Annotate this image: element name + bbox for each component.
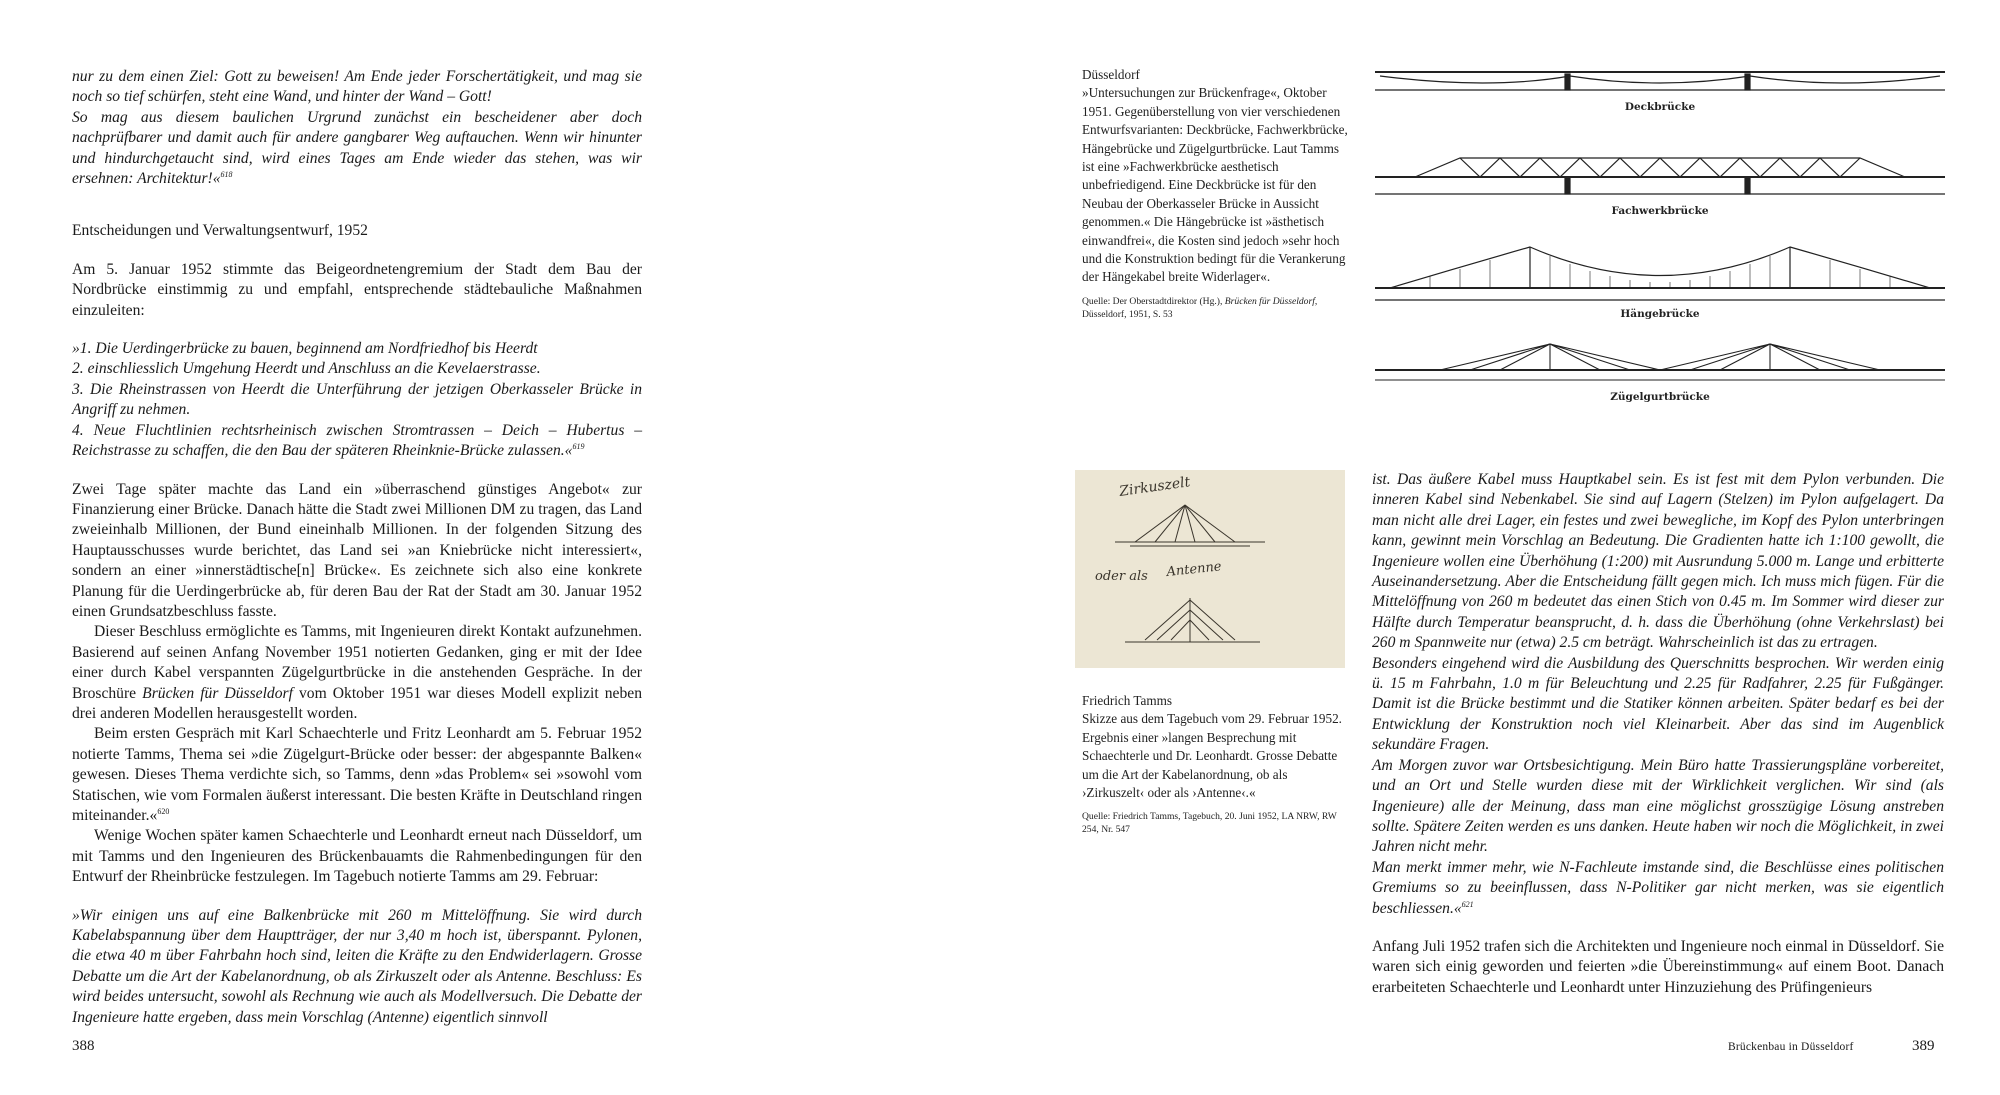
bridge-label: Deckbrücke [1624,101,1696,113]
footnote-ref[interactable]: 621 [1461,899,1474,909]
caption-name: Friedrich Tamms [1082,693,1173,708]
cable-stayed-bridge-drawing [1375,344,1945,380]
deck-bridge-drawing [1375,72,1945,90]
suspension-bridge-drawing [1375,247,1945,300]
left-column [72,67,642,1028]
page-number-right: 389 [1912,1038,1935,1054]
right-column [1372,470,1944,998]
truss-bridge-drawing [1375,158,1945,194]
page-number-left: 388 [72,1038,95,1054]
quote-continued: Am Morgen zuvor war Ortsbesichtigung. Mein Büro hatte Trassierungspläne vorbereitet, und an Ort und Stelle wurden diese mit der Wirklichkeit verglichen. Wir sind (als Ingenieure) alle der Meinung, dass man eine möglichst grosszügige Lösung anstreben sollte. Spätere Zeiten werden es uns danken. Heute haben wir noch die Möglichkeit, in zwei Jahren nicht mehr. [1372,756,1944,856]
caption-text: Skizze aus dem Tagebuch vom 29. Februar 1952. Ergebnis einer »langen Besprechung mit Schaechterle und Dr. Leonhardt. Grosse Debatte um die Art der Kabelanordnung, ob als ›Zirkuszelt‹ oder als ›Antenne‹.« [1082,711,1342,801]
caption-source: Quelle: Der Oberstadtdirektor (Hg.), Brücken für Düsseldorf, Düsseldorf, 1951, S. 53 [1082,295,1318,320]
sketch-caption [1082,692,1347,836]
bridge-figure-caption [1082,66,1352,321]
body-paragraph: Wenige Wochen später kamen Schaechterle und Leonhardt erneut nach Düsseldorf, um mit Tamms und den Ingenieuren des Brückenbauamts die Rahmenbedingungen für den Entwurf der Rheinbrücke festzulegen. Im Tagebuch notierte Tamms am 29. Februar: [72,827,642,886]
book-title: Brücken für Düsseldorf [142,684,293,702]
caption-text: »Untersuchungen zur Brückenfrage«, Oktober 1951. Gegenüberstellung von vier verschiedenen Entwurfsvarianten: Deckbrücke, Fachwerkbrücke, Hängebrücke und Zügelgurtbrücke. Laut Tamms ist eine »Fachwerkbrücke aesthetisch unbefriedigend. Eine Deckbrücke ist für den Neubau der Oberkasseler Brücke in Aussicht genommen.« Die Hängebrücke ist »ästhetisch einwandfrei«, die Kosten sind jedoch »sehr hoch und die Konstruktion bedingt für die Verankerung der Hängekabel breite Widerlager«. [1082,85,1348,285]
sketch-word: Antenne [1165,559,1223,580]
bridge-label: Hängebrücke [1620,308,1700,320]
footnote-ref[interactable]: 618 [220,169,233,179]
list-item: 3. Die Rheinstrassen von Heerdt die Unterführung der jetzigen Oberkasseler Brücke in Angriff zu nehmen. [72,380,642,419]
body-paragraph: Beim ersten Gespräch mit Karl Schaechterle und Fritz Leonhardt am 5. Februar 1952 notierte Tamms, Thema sei »die Zügelgurt-Brücke oder besser: der abgespannte Balken« gewesen. Dieses Thema verdichte sich, so Tamms, denn »das Problem« sei »sowohl vom Statischen, wie vom Formalen äußerst interessant. Die besten Kräfte in Deutschland ringen miteinander.«$^{620}$ [72,725,642,824]
section-heading: Entscheidungen und Verwaltungsentwurf, 1952 [72,222,368,240]
body-paragraph: Anfang Juli 1952 trafen sich die Architekten und Ingenieure noch einmal in Düsseldorf. Sie waren sich einig geworden und feierten »die Übereinstimmung« auf einem Boot. Danach erarbeiteten Schaechterle und Leonhardt unter Hinzuziehung des Prüfingenieurs [1372,937,1944,996]
list-item: »1. Die Uerdingerbrücke zu bauen, beginnend am Nordfriedhof bis Heerdt [72,340,538,358]
quote-continued: Besonders eingehend wird die Ausbildung des Querschnitts besprochen. Wir werden einig ü. 15 m Fahrbahn, 1.0 m für Beleuchtung und 2.25 für Radfahrer, 2.25 für Fußgänger. Damit ist die Brücke bestimmt und die Statiker können arbeiten. Später bedarf es bei der Entwicklung der Konstruktion noch viel Kleinarbeit. Aber das sind im Augenblick sekundäre Fragen. [1372,654,1944,754]
quote-top-para: nur zu dem einen Ziel: Gott zu beweisen! Am Ende jeder Forschertätigkeit, und mag sie noch so tief schürfen, steht eine Wand, und hinter der Wand – Gott! [72,68,642,106]
footnote-ref[interactable]: 620 [157,806,170,816]
caption-source: Quelle: Friedrich Tamms, Tagebuch, 20. Juni 1952, LA NRW, RW 254, Nr. 547 [1082,811,1337,836]
quote-bottom: »Wir einigen uns auf eine Balkenbrücke mit 260 m Mittelöffnung. Sie wird durch Kabelabspannung über dem Hauptträger, der nur 3,40 m hoch ist, überspannt. Pylonen, die etwa 40 m über Fahrbahn hoch sind, leiten die Kräfte zu den Endwiderlagern. Grosse Debatte um die Art der Kabelanordnung, ob als Zirkuszelt oder als Antenne. Beschluss: Es wird beides untersucht, sowohl als Rechnung wie auch als Modellversuch. Die Debatte der Ingenieure hatte ergeben, dass mein Vorschlag (Antenne) eigentlich sinnvoll [72,906,642,1026]
bridge-label: Fachwerkbrücke [1611,205,1709,217]
quote-top-para: So mag aus diesem baulichen Urgrund zunächst ein bescheidener aber doch nachprüfbarer und damit auch für andere gangbarer Weg auftauchen. Wenn wir hinunter und hindurchgetaucht sind, wird eines Tages am Ende wieder das stehen, was wir ersehnen: Architektur!«$^{618}$ [72,108,642,188]
footnote-ref[interactable]: 619 [572,441,585,451]
sketch-word: oder als [1095,569,1148,584]
running-head: Brückenbau in Düsseldorf [1728,1041,1854,1053]
diary-sketch-drawing [1075,470,1345,668]
caption-place: Düsseldorf [1082,67,1140,82]
bridge-comparison-figure [1370,62,1950,422]
body-paragraph: Zwei Tage später machte das Land ein »überraschend günstiges Angebot« zur Finanzierung einer Brücke. Danach hätte die Stadt zwei Millionen DM zu tragen, das Land zweieinhalb Millionen, der Bund eineinhalb Millionen. In der folgenden Sitzung des Hauptausschusses wurde berichtet, das Land sei »an Kniebrücke nicht interessiert«, sondern an einer »innerstädtische[n] Brücke«. Es zeichnete sich also eine konkrete Planung für die Uerdingerbrücke ab, für deren Bau der Rat der Stadt am 30. Januar 1952 einen Grundsatzbeschluss fasste. [72,480,642,620]
diary-sketch [1075,470,1345,668]
quote-continued: ist. Das äußere Kabel muss Hauptkabel sein. Es ist fest mit dem Pylon verbunden. Die inneren Kabel sind Nebenkabel. Sie sind auf Lagern (Stelzen) im Pylon aufgelagert. Da man nicht alle drei Lager, ein festes und zwei bewegliche, im Kopf des Pylon unterbringen kann, gewinnt mein Vorschlag an Bedeutung. Die Gradienten hatte ich 1:100 gewollt, die Ingenieure wollen eine Überhöhung (1:200) mit Ausrundung 5.000 m. Lange und erbitterte Auseinandersetzung. Aber die Entscheidung fällt gegen mich. Ich muss mich fügen. Für die Mittelöffnung von 260 m bedeutet das einen Stich von 0.45 m. Im Sommer wird dieser zur Hälfte durch Temperatur beansprucht, d. h. dass die Überhöhung (ohne Verkehrslast) bei 260 m Spannweite nur (etwa) 2.5 cm beträgt. Wahrscheinlich ist das zu ertragen. [1372,471,1944,652]
list-item: 2. einschliesslich Umgehung Heerdt und Anschluss an die Kevelaerstrasse. [72,360,541,378]
body-paragraph: Dieser Beschluss ermöglichte es Tamms, mit Ingenieuren direkt Kontakt aufzunehmen. Basierend auf seinen Anfang November 1951 notierten Gedanken, ging er mit der Idee einer durch Kabel verspannten Zügelgurtbrücke in die anstehenden Gespräche. In der Broschüre Brücken für Düsseldorf vom Oktober 1951 war dieses Modell explizit neben drei anderen Modellen herausgestellt worden. [72,623,642,722]
body-paragraph: Am 5. Januar 1952 stimmte das Beigeordnetengremium der Stadt dem Bau der Nordbrücke einstimmig zu und empfahl, entsprechende städtebauliche Maßnahmen einzuleiten: [72,260,642,319]
quote-continued: Man merkt immer mehr, wie N-Fachleute imstande sind, die Beschlüsse eines politischen Gremiums so zu beeinflussen, dass N-Politiker gar nicht merken, was sie eigentlich beschliessen.«$^{621}$ [1372,858,1944,917]
bridge-label: Zügelgurtbrücke [1610,391,1710,403]
list-item: 4. Neue Fluchtlinien rechtsrheinisch zwischen Stromtrassen – Deich – Hubertus – Reichstrasse zu schaffen, die den Bau der späteren Rheinknie-Brücke zulassen.«$^{619}$ [72,421,642,460]
sketch-word: Zirkuszelt [1118,474,1192,500]
